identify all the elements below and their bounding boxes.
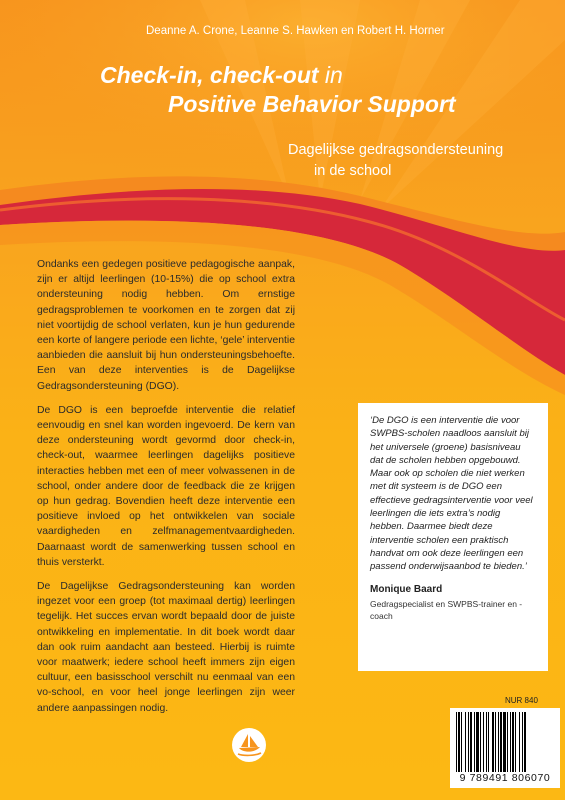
barcode-bar bbox=[468, 712, 469, 772]
barcode-bar bbox=[522, 712, 523, 772]
barcode-bar bbox=[480, 712, 481, 772]
isbn-number: 9 789491 806070 bbox=[459, 772, 551, 784]
endorsement-quote: ‘De DGO is een interventie die voor SWPBS-scholen naadloos aansluit bij het universele (groene) basisniveau dat de scholen hebben opgebouwd. Maar ook op scholen die niet werken met dit systeem is de DGO een effectieve gedragsinterventie voor veel leerlingen die iets extra’s nodig hebben. Daarmee biedt deze interventie scholen een praktisch handvat om ook deze leerlingen een passend onderwijsaanbod te bieden.’ bbox=[370, 415, 533, 573]
barcode-bar bbox=[524, 712, 526, 772]
subtitle bbox=[288, 140, 548, 182]
barcode-bar bbox=[461, 712, 462, 772]
barcode-bar bbox=[456, 712, 457, 772]
title-line-1 bbox=[100, 62, 343, 88]
endorsement-box bbox=[358, 403, 548, 671]
title-in: in bbox=[318, 62, 343, 88]
barcode-bar bbox=[510, 712, 511, 772]
barcode-bar bbox=[515, 712, 516, 772]
barcode-bar bbox=[483, 712, 484, 772]
blurb-text bbox=[37, 257, 295, 725]
barcode-bar bbox=[470, 712, 472, 772]
barcode-bar bbox=[492, 712, 494, 772]
barcode-bar bbox=[507, 712, 508, 772]
barcode-bar bbox=[476, 712, 479, 772]
barcode-bars bbox=[456, 712, 554, 772]
nur-code: NUR 840 bbox=[505, 696, 538, 705]
barcode-bar bbox=[465, 712, 466, 772]
barcode-bar bbox=[495, 712, 496, 772]
barcode-bar bbox=[512, 712, 514, 772]
subtitle-line-2: in de school bbox=[314, 163, 392, 179]
barcode-bar bbox=[519, 712, 520, 772]
endorser-role: Gedragspecialist en SWPBS-trainer en -coach bbox=[370, 598, 523, 621]
ship-logo-icon bbox=[231, 727, 267, 763]
blurb-paragraph-2: De DGO is een beproefde interventie die relatief eenvoudig en snel kan worden ingevoerd. De kern van deze ondersteuning wordt gevormd door check-in, check-out, waarmee leerlingen dagelijks positieve interacties hebben met een of meer volwassenen in de school, onder andere door de feedback die ze krijgen op hun gedrag. Bovendien heeft deze interventie een positieve invloed op het ontwikkelen van sociale vaardigheden en zelfmanagementvaardigheden. Daarnaast wordt de samenwerking tussen school en thuis versterkt. bbox=[37, 404, 295, 568]
barcode-bar bbox=[488, 712, 489, 772]
authors: Deanne A. Crone, Leanne S. Hawken en Robert H. Horner bbox=[146, 25, 445, 37]
barcode-bar bbox=[500, 712, 502, 772]
barcode-bar bbox=[498, 712, 499, 772]
subtitle-line-1: Dagelijkse gedragsondersteuning bbox=[288, 142, 504, 158]
blurb-paragraph-1: Ondanks een gedegen positieve pedagogische aanpak, zijn er altijd leerlingen (10-15%) die op school extra ondersteuning nodig hebben. Om ernstige gedragsproblemen te voorkomen en te zorgen dat zij niet voortijdig de school verlaten, kun je hun gedurende een korte of langere periode een lichte, ‘gele’ interventie aanbieden die aansluit bij hun ondersteuningsbehoefte. Een van deze interventies is de Dagelijkse Gedragsondersteuning (DGO). bbox=[37, 259, 295, 392]
barcode-bar bbox=[474, 712, 475, 772]
blurb-paragraph-3: De Dagelijkse Gedragsondersteuning kan worden ingezet voor een groep (tot maximaal dertig) leerlingen tegelijk. Het succes ervan wordt bepaald door de juiste ontwikkeling en implementatie. In dit boek wordt daar dan ook ruim aandacht aan besteed. Hierbij is ruimte voor maatwerk; iedere school heeft immers zijn eigen cultuur, een basisschool verschilt nu eenmaal van een vo-school, en voor heel jonge leerlingen zijn weer andere aanpassingen nodig. bbox=[37, 581, 295, 714]
endorser-name: Monique Baard bbox=[370, 583, 443, 595]
title-main: Check-in, check-out bbox=[100, 62, 319, 88]
barcode bbox=[450, 708, 560, 788]
barcode-bar bbox=[486, 712, 487, 772]
barcode-bar bbox=[458, 712, 460, 772]
barcode-bar bbox=[503, 712, 506, 772]
title-line-2: Positive Behavior Support bbox=[168, 91, 456, 117]
